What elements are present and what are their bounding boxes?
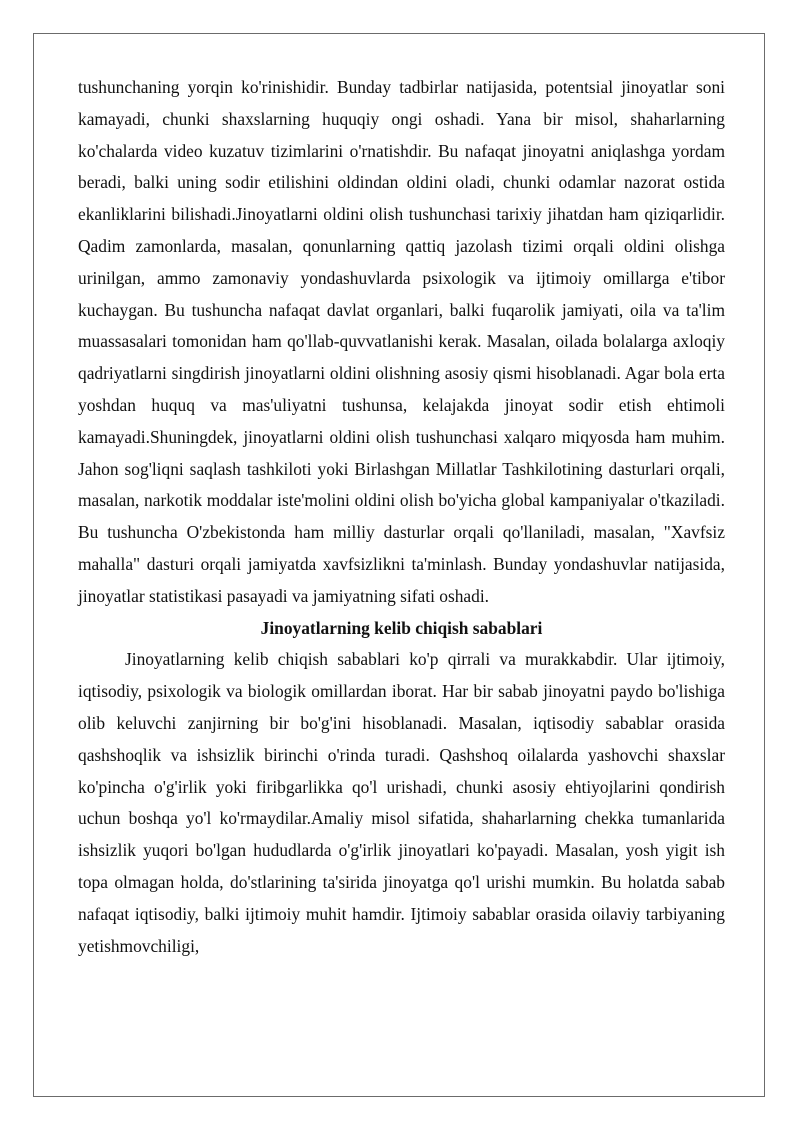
document-body [78, 72, 725, 962]
body-paragraph: tushunchaning yorqin ko'rinishidir. Bunday tadbirlar natijasida, potentsial jinoyatlar soni kamayadi, chunki shaxslarning huquqiy ongi oshadi. Yana bir misol, shaharlarning ko'chalarda video kuzatuv tizimlarini o'rnatishdir. Bu nafaqat jinoyatni aniqlashga yordam beradi, balki uning sodir etilishini oldindan oldini oladi, chunki odamlar nazorat ostida ekanliklarini bilishadi.Jinoyatlarni oldini olish tushunchasi tarixiy jihatdan ham qiziqarlidir. Qadim zamonlarda, masalan, qonunlarning qattiq jazolash tizimi orqali oldini olishga urinilgan, ammo zamonaviy yondashuvlarda psixologik va ijtimoiy omillarga e'tibor kuchaygan. Bu tushuncha nafaqat davlat organlari, balki fuqarolik jamiyati, oila va ta'lim muassasalari tomonidan ham qo'llab-quvvatlanishi kerak. Masalan, oilada bolalarga axloqiy qadriyatlarni singdirish jinoyatlarni oldini olishning asosiy qismi hisoblanadi. Agar bola erta yoshdan huquq va mas'uliyatni tushunsa, kelajakda jinoyat sodir etish ehtimoli kamayadi.Shuningdek, jinoyatlarni oldini olish tushunchasi xalqaro miqyosda ham muhim. Jahon sog'liqni saqlash tashkiloti yoki Birlashgan Millatlar Tashkilotining dasturlari orqali, masalan, narkotik moddalar iste'molini oldini olish bo'yicha global kampaniyalar o'tkaziladi. Bu tushuncha O'zbekistonda ham milliy dasturlar orqali qo'llaniladi, masalan, "Xavfsiz mahalla" dasturi orqali jamiyatda xavfsizlikni ta'minlash. Bunday yondashuvlar natijasida, jinoyatlar statistikasi pasayadi va jamiyatning sifati oshadi. [78, 77, 725, 606]
body-paragraph-indented: Jinoyatlarning kelib chiqish sabablari ko'p qirrali va murakkabdir. Ular ijtimoiy, iqtisodiy, psixologik va biologik omillardan iborat. Har bir sabab jinoyatni paydo bo'lishiga olib keluvchi zanjirning bir bo'g'ini hisoblanadi. Masalan, iqtisodiy sabablar orasida qashshoqlik va ishsizlik birinchi o'rinda turadi. Qashshoq oilalarda yashovchi shaxslar ko'pincha o'g'irlik yoki firibgarlikka qo'l urishadi, chunki asosiy ehtiyojlarini qondirish uchun boshqa yo'l ko'rmaydilar.Amaliy misol sifatida, shaharlarning chekka tumanlarida ishsizlik yuqori bo'lgan hududlarda o'g'irlik jinoyatlari ko'payadi. Masalan, yosh yigit ish topa olmagan holda, do'stlarining ta'sirida jinoyatga qo'l urishi mumkin. Bu holatda sabab nafaqat iqtisodiy, balki ijtimoiy muhit hamdir. Ijtimoiy sabablar orasida oilaviy tarbiyaning yetishmovchiligi, [78, 649, 725, 956]
section-heading: Jinoyatlarning kelib chiqish sabablari [260, 617, 543, 638]
